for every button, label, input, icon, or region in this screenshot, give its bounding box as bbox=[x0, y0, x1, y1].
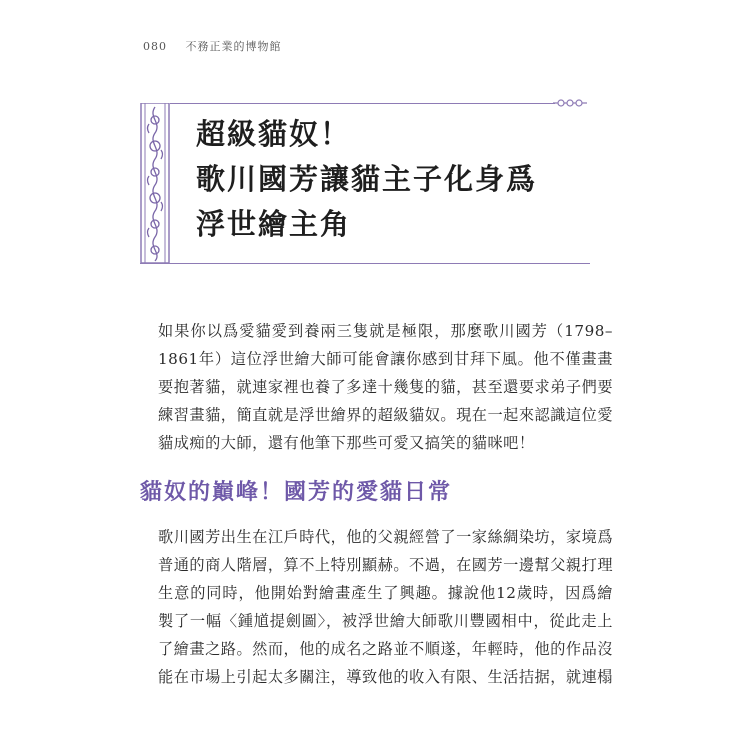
intro-paragraph: 如果你以爲愛貓愛到養兩三隻就是極限，那麼歌川國芳（1798–1861年）這位浮世繪大師可能會讓你感到甘拜下風。他不僅畫畫要抱著貓，就連家裡也養了多達十幾隻的貓，甚至還要求弟子們要練習畫貓，簡直就是浮世繪界的超級貓奴。現在一起來認識這位愛貓成痴的大師，還有他筆下那些可愛又搞笑的貓咪吧！ bbox=[158, 322, 613, 452]
section-paragraph: 歌川國芳出生在江戶時代，他的父親經營了一家絲綢染坊，家境爲普通的商人階層，算不上特別顯赫。不過，在國芳一邊幫父親打理生意的同時，他開始對繪畫產生了興趣。據說他12歲時，因爲繪製了一幅〈鍾馗提劍圖〉，被浮世繪大師歌川豐國相中，從此走上了繪畫之路。然而，他的成名之路並不順遂，年輕時，他的作品沒能在市場上引起太多關注，導致他的收入有限、生活拮据，就連榻 bbox=[158, 528, 613, 686]
section-heading: 貓奴的巔峰！國芳的愛貓日常 bbox=[140, 479, 453, 505]
title-line-3: 浮世繪主角 bbox=[196, 207, 352, 241]
book-title: 不務正業的博物館 bbox=[185, 40, 282, 53]
title-line-1: 超級貓奴！ bbox=[196, 117, 352, 151]
floral-border-icon bbox=[140, 103, 170, 263]
title-line-2: 歌川國芳讓貓主子化身爲 bbox=[196, 162, 538, 196]
page-number: 080 bbox=[143, 40, 167, 53]
running-head bbox=[143, 38, 282, 54]
article-title bbox=[196, 112, 537, 247]
